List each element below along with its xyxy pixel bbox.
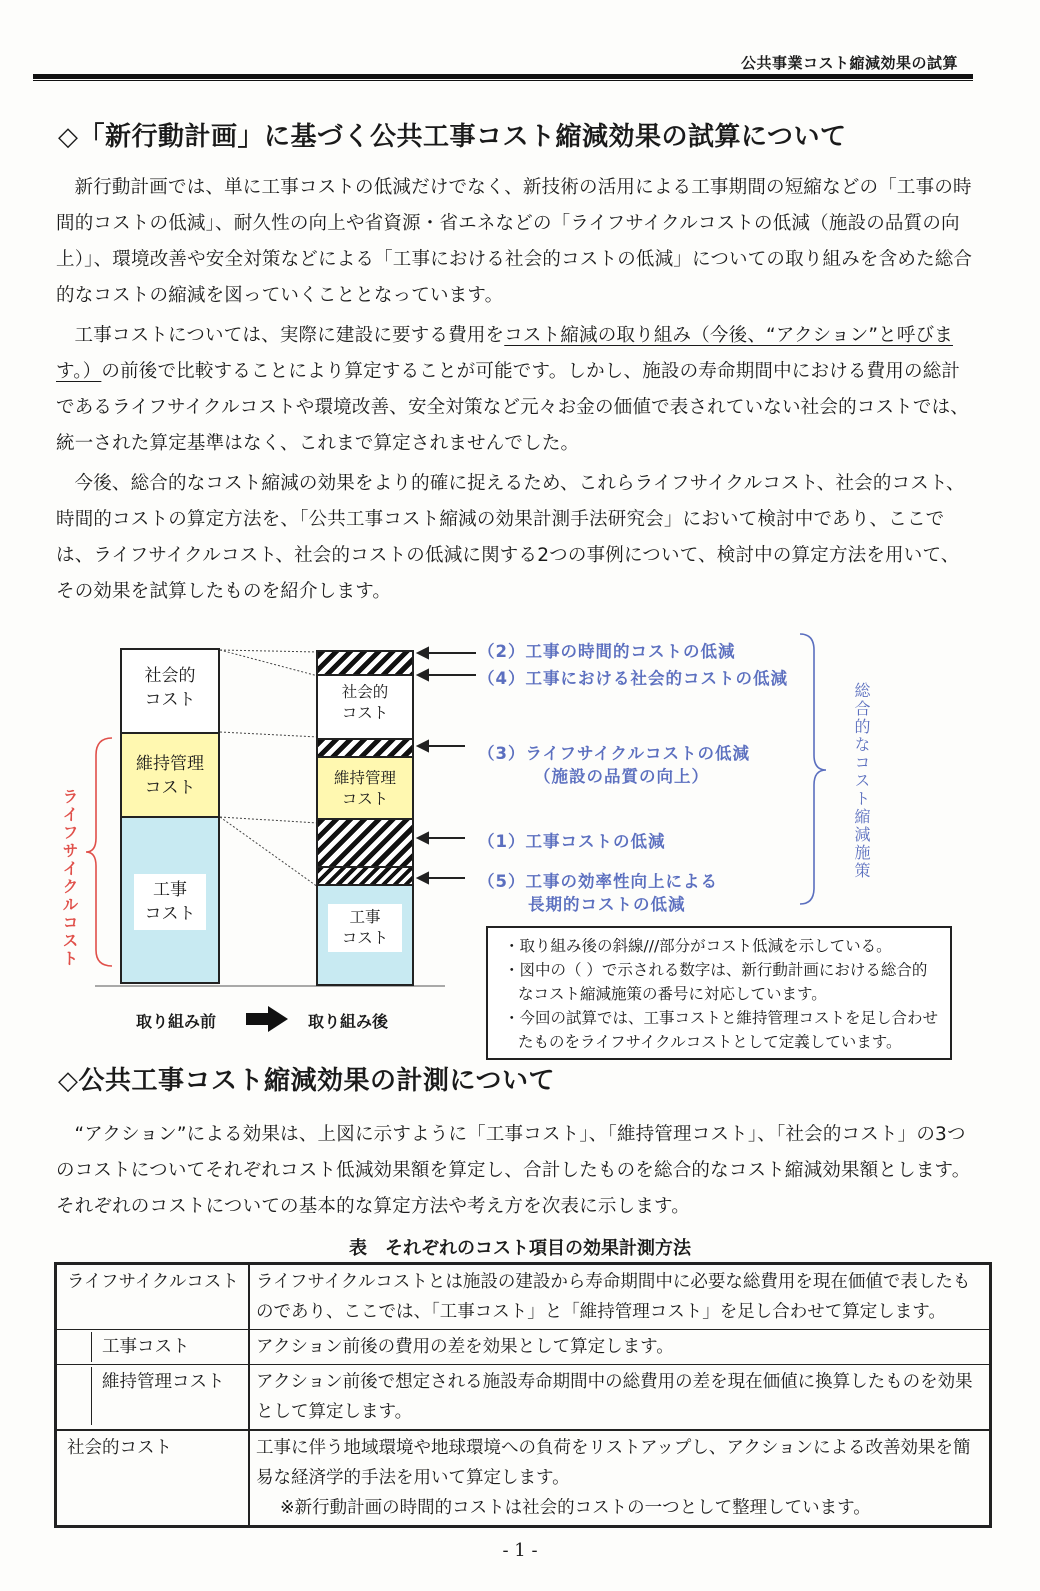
paragraph-2-start: 工事コストについては、実際に建設に要する費用を <box>74 325 505 346</box>
measure-2-label: （2）工事の時間的コストの低減 <box>478 642 736 661</box>
after-construct-label: 工事 コスト <box>328 904 402 952</box>
table-row-lcc <box>57 1265 989 1330</box>
after-hatch-time <box>318 652 412 676</box>
paragraph-3: 今後、総合的なコスト縮減の効果をより的確に捉えるため、これらライフサイクルコスト、社会的コスト、時間的コストの算定方法を、「公共工事コスト縮減の効果計測手法研究会」において検討中であり、ここでは、ライフサイクルコスト、社会的コストの低減に関する2つの事例について、検討中の算定方法を用いて、その効果を試算したものを紹介します。 <box>56 473 965 602</box>
note-1: ・取り組み後の斜線///部分がコスト低減を示している。 <box>504 937 892 955</box>
after-maint-label: 維持管理 コスト <box>333 769 396 808</box>
section2-body <box>56 1117 974 1225</box>
maint-label <box>57 1365 249 1431</box>
paragraph-2-rest: の前後で比較することにより算定することが可能です。しかし、施設の寿命期間中における費用の総計であるライフサイクルコストや環境改善、安全対策など元々お金の価値で表されていない社会的コストでは、統一された算定基準はなく、これまで算定されませんでした。 <box>56 361 969 454</box>
before-social-label: 社会的 コスト <box>128 664 212 712</box>
section2-heading: ◇公共工事コスト縮減効果の計測について <box>58 1066 555 1096</box>
table-row-construct <box>57 1330 989 1365</box>
after-maint-block <box>318 758 412 820</box>
measure-5-sub-label: 長期的コストの低減 <box>528 895 686 914</box>
maint-desc: アクション前後で想定される施設寿命期間中の総費用の差を現在価値に換算したものを効果として算定します。 <box>249 1365 989 1431</box>
after-hatch-construct <box>318 820 412 868</box>
measure-4-label: （4）工事における社会的コストの低減 <box>478 669 788 688</box>
header-rule <box>33 74 973 79</box>
construct-label <box>57 1330 249 1365</box>
before-maint-block <box>122 734 218 818</box>
social-label: 社会的コスト <box>57 1430 249 1525</box>
label-before: 取り組み前 <box>136 1012 217 1031</box>
cost-method-table <box>54 1262 992 1528</box>
section1-heading: ◇「新行動計画」に基づく公共工事コスト縮減効果の試算について <box>58 122 847 152</box>
maint-label-text: 維持管理コスト <box>91 1367 225 1425</box>
after-hatch-lcc <box>318 740 412 758</box>
lcc-desc: ライフサイクルコストとは施設の建設から寿命期間中に必要な総費用を現在価値で表したものであり、ここでは、「工事コスト」と「維持管理コスト」を足し合わせて算定します。 <box>256 1272 971 1322</box>
lifecycle-cost-label: ライフサイクルコスト <box>60 788 79 968</box>
construct-desc: アクション前後の費用の差を効果として算定します。 <box>249 1330 989 1365</box>
social-note: ※新行動計画の時間的コストは社会的コストの一つとして整理しています。 <box>280 1498 871 1518</box>
measures-vertical-label: 総合的なコスト縮減施策 <box>852 682 871 880</box>
cost-diagram <box>0 620 1040 1050</box>
measure-3-sub-label: （施設の品質の向上） <box>534 767 709 786</box>
page-number: - 1 - <box>502 1540 538 1561</box>
paragraph-2 <box>56 318 974 462</box>
measure-3-label: （3）ライフサイクルコストの低減 <box>478 744 751 763</box>
after-hatch-efficiency <box>318 868 412 886</box>
measure-5-label: （5）工事の効率性向上による <box>478 872 718 891</box>
section1-body <box>56 170 974 610</box>
before-social-block <box>122 650 218 734</box>
note-3: ・今回の試算では、工事コストと維持管理コストを足し合わせたものをライフサイクルコストとして定義しています。 <box>504 1009 939 1051</box>
paragraph-2-underlined: コスト縮減の取り組み（今後、“アクション”と呼びます。） <box>56 325 953 382</box>
section2-paragraph: “アクション”による効果は、上図に示すように「工事コスト」、「維持管理コスト」、「社会的コスト」の3つのコストについてそれぞれコスト低減効果額を算定し、合計したものを総合的なコスト縮減効果額とします。それぞれのコストについての基本的な算定方法や考え方を次表に示します。 <box>56 1124 971 1217</box>
construct-label-text: 工事コスト <box>91 1332 190 1362</box>
social-desc: 工事に伴う地域環境や地球環境への負荷をリストアップし、アクションによる改善効果を簡易な経済学的手法を用いて算定します。 <box>256 1438 971 1488</box>
column-after <box>316 650 414 986</box>
lcc-label: ライフサイクルコスト <box>57 1265 249 1330</box>
before-construct-label: 工事 コスト <box>134 874 206 930</box>
running-header: 公共事業コスト縮減効果の試算 <box>740 54 958 72</box>
note-2: ・図中の（ ）で示される数字は、新行動計画における総合的なコスト縮減施策の番号に対応しています。 <box>504 961 928 1003</box>
table-caption: 表 それぞれのコスト項目の効果計測方法 <box>349 1238 691 1259</box>
header-rule-thin <box>33 80 973 81</box>
social-desc-cell <box>249 1430 989 1525</box>
before-construct-block <box>122 818 218 982</box>
diagram-notes-box <box>486 926 952 1060</box>
table-row-maint <box>57 1365 989 1431</box>
table-row-social <box>57 1430 989 1525</box>
after-social-label: 社会的 コスト <box>324 682 406 724</box>
after-social-block <box>318 676 412 740</box>
after-construct-block <box>318 886 412 984</box>
label-after: 取り組み後 <box>308 1012 389 1031</box>
measure-1-label: （1）工事コストの低減 <box>478 832 666 851</box>
paragraph-1: 新行動計画では、単に工事コストの低減だけでなく、新技術の活用による工事期間の短縮などの「工事の時間的コストの低減」、耐久性の向上や省資源・省エネなどの「ライフサイクルコストの低減（施設の品質の向上）」、環境改善や安全対策などによる「工事における社会的コストの低減」についての取り組みを含めた総合的なコストの縮減を図っていくこととなっています。 <box>56 177 973 306</box>
before-maint-label: 維持管理 コスト <box>136 754 204 798</box>
column-before <box>120 648 220 984</box>
